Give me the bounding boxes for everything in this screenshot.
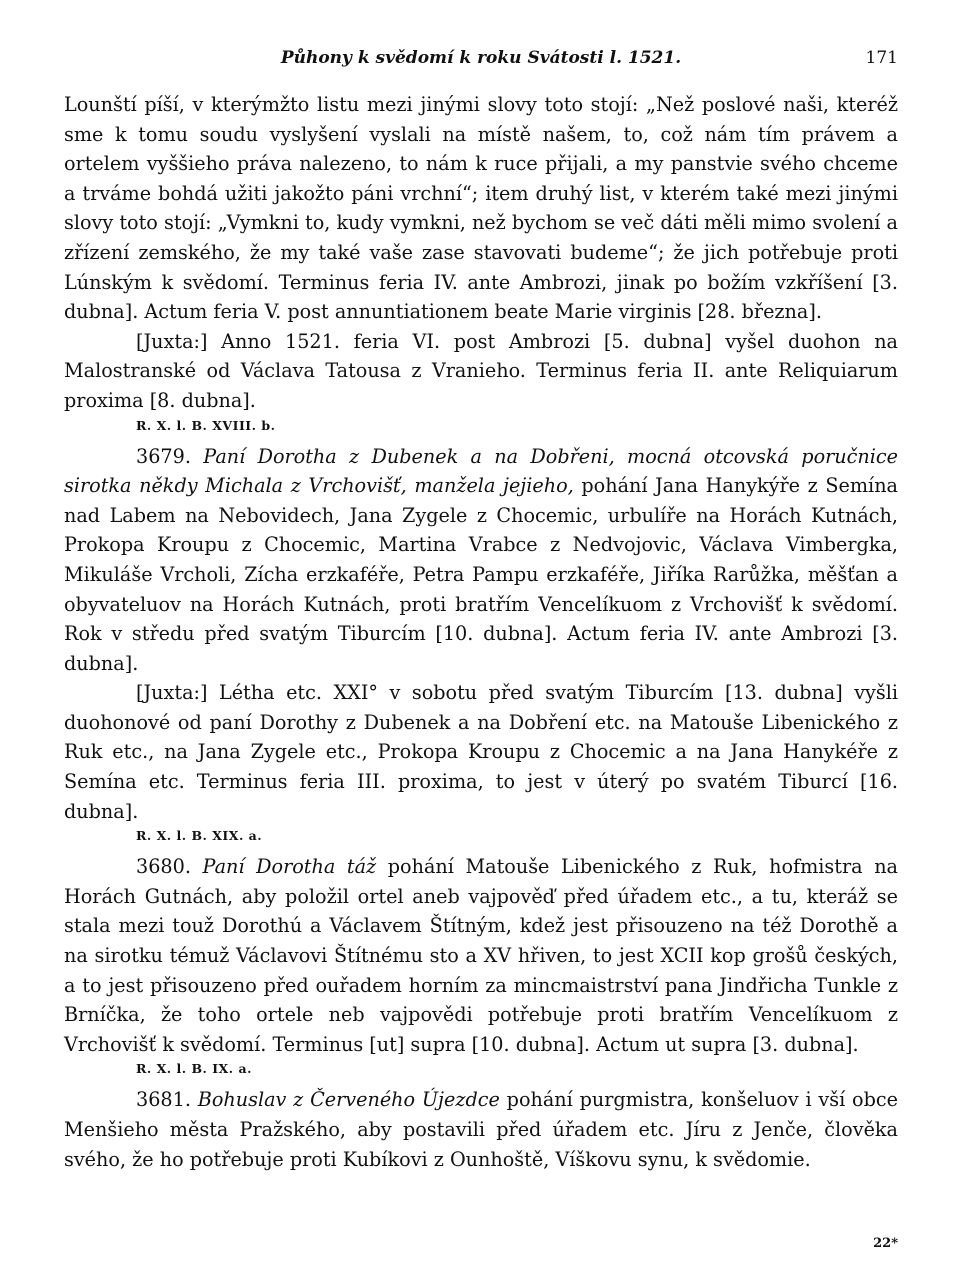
entry-text: pohání Matouše Libenického z Ruk, hofmistra na Horách Gutnách, aby položil ortel aneb vajpověď před úřadem etc., a tu, kteráž se stala mezi touž Dorothú a Václavem Štítným, kdež jest přisouzeno na též Dorothě a na sirotku témuž Václavovi Štítnému sto a XV hřiven, to jest XCII kop grošů českých, a to jest přisouzeno před ouřadem horním za mincmaistrství pana Jindřicha Tunkle z Brníčka, že toho ortele neb vajpovědi potřebuje proti bratřím Vencelíkuom z Vrchovišť k svědomí. Terminus [ut] supra [10. dubna]. Actum ut supra [3. dubna]. [64,855,898,1056]
entry-text: pohání purgmistra, konšeluov i vší obce Menšieho města Pražského, aby postavili před úřadem etc. Jíru z Jenče, člověka svého, že ho potřebuje proti Kubíkovi z Ounhoště, Víškovu synu, k svědomie. [64,1088,898,1171]
page-number: 171 [865,48,898,68]
source-reference: R. X. l. B. XIX. a. [136,828,263,844]
running-head [64,40,898,76]
paragraph-continuation: Lounští píší, v kterýmžto listu mezi jinými slovy toto stojí: „Než poslové naši, kteréž sme k tomu soudu vyslyšení vyslali na místě našem, to, což nám tím právem a ortelem vyššieho práva nalezeno, to nám k ruce přijali, a my panstvie svého chceme a trváme bohdá užiti jakožto páni vrchní“; item druhý list, v kterém také mezi jinými slovy toto stojí: „Vymkni to, kudy vymkni, než bychom se več dáti měli mimo svolení a zřízení zemského, že my také vaše zase stavovati budeme“; že jich potřebuje proti Lúnským k svědomí. Terminus feria IV. ante Ambrozi, jinak po božím vzkříšení [3. dubna]. Actum feria V. post annuntiationem beate Marie virginis [28. března]. [64,93,898,324]
source-reference: R. X. l. B. IX. a. [136,1061,252,1077]
document-page [64,40,898,1251]
paragraph-juxta-1: [Juxta:] Anno 1521. feria VI. post Ambrozi [5. dubna] vyšel duohon na Malostranské od Václava Tatousa z Vranieho. Terminus feria II. ante Reliquiarum proxima [8. dubna]. [64,329,898,412]
entry-3679 [64,442,898,679]
entry-party: Paní Dorotha táž [202,855,377,879]
entry-number: 3680. [136,855,191,879]
entry-3680 [64,852,898,1059]
paragraph-juxta-2: [Juxta:] Létha etc. XXI° v sobotu před svatým Tiburcím [13. dubna] vyšli duohonové od paní Dorothy z Dubenek a na Dobření etc. na Matouše Libenického z Ruk etc., na Jana Zygele etc., Prokopa Kroupu z Chocemic a na Jana Hanykéře z Semína etc. Terminus feria III. proxima, to jest v úterý po svatém Tiburcí [16. dubna]. [64,681,898,823]
entry-number: 3679. [136,444,191,468]
source-reference: R. X. l. B. XVIII. b. [136,417,276,433]
running-title: Půhony k svědomí k roku Svátosti l. 1521. [280,48,682,68]
signature-mark: 22* [873,1236,898,1251]
entry-text: pohání Jana Hanykýře z Semína nad Labem na Nebovidech, Jana Zygele z Chocemic, urbulíře na Horách Kutnách, Prokopa Kroupu z Chocemic, Martina Vrabce z Nedvojovic, Václava Vimbergka, Mikuláše Vrcholi, Zícha erzkaféře, Petra Pampu erzkaféře, Jiříka Rarůžka, měšťan a obyvateluov na Horách Kutnách, proti bratřím Vencelíkuom z Vrchovišť k svědomí. Rok v středu před svatým Tiburcím [10. dubna]. Actum feria IV. ante Ambrozi [3. dubna]. [64,474,898,675]
entry-party: Bohuslav z Červeného Újezdce [197,1088,500,1112]
entry-number: 3681. [136,1088,191,1112]
entry-party: Paní Dorotha z Dubenek a na Dobřeni, mocná otcovská poručnice sirotka někdy Michala z Vrchovišť, manžela jejieho, [64,444,898,498]
entry-3681 [64,1085,898,1174]
body-text [64,90,898,1174]
